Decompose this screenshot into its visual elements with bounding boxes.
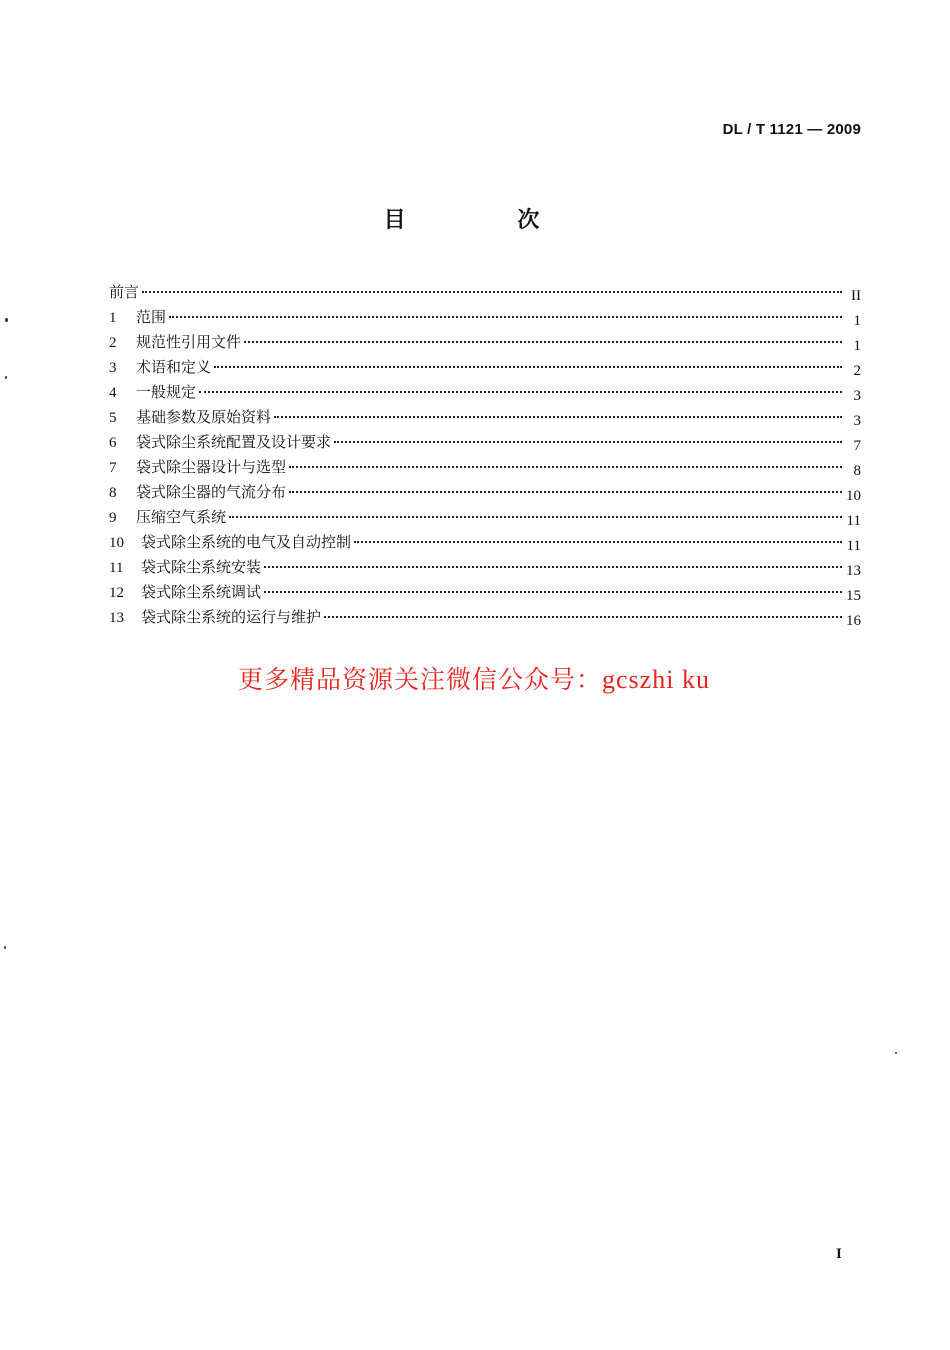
scan-speck — [5, 376, 7, 379]
toc-item-number: 6 — [109, 435, 117, 451]
toc-item-label: 术语和定义 — [136, 358, 212, 376]
toc-item-label: 袋式除尘系统的电气及自动控制 — [141, 533, 352, 551]
leader-dots — [289, 466, 842, 468]
toc-item-1[interactable] — [109, 306, 861, 331]
leader-dots — [324, 616, 842, 618]
toc-item-page: 13 — [846, 563, 861, 579]
toc-item-3[interactable] — [109, 356, 861, 381]
toc-item-number: 3 — [109, 360, 117, 376]
toc-item-4[interactable] — [109, 381, 861, 406]
promo-text: 更多精品资源关注微信公众号： — [238, 665, 603, 694]
toc-item-page: 16 — [846, 613, 861, 629]
toc-item-label: 基础参数及原始资料 — [136, 408, 272, 426]
leader-dots — [229, 516, 842, 518]
toc-item-number: 9 — [109, 510, 117, 526]
toc-item-10[interactable] — [109, 531, 861, 556]
toc-item-13[interactable] — [109, 606, 861, 631]
toc-item-number: 11 — [109, 560, 124, 576]
toc-item-label: 规范性引用文件 — [136, 333, 242, 351]
toc-item-label: 袋式除尘系统调试 — [141, 583, 262, 601]
toc-item-11[interactable] — [109, 556, 861, 581]
leader-dots — [334, 441, 842, 443]
toc-item-page: 10 — [846, 488, 861, 504]
toc-item-number: 7 — [109, 460, 117, 476]
leader-dots — [264, 591, 842, 593]
toc-item-page: 3 — [853, 388, 861, 404]
toc-item-page: II — [851, 288, 861, 304]
toc-item-label: 袋式除尘系统安装 — [141, 558, 262, 576]
promo-account[interactable]: gcszhi ku — [602, 665, 710, 694]
toc-item-number: 4 — [109, 385, 117, 401]
leader-dots — [354, 541, 842, 543]
toc-item-number: 5 — [109, 410, 117, 426]
scan-speck — [4, 946, 6, 949]
toc-item-label: 袋式除尘器设计与选型 — [136, 458, 287, 476]
toc-item-page: 1 — [853, 313, 861, 329]
leader-dots — [214, 366, 842, 368]
promo-banner — [238, 660, 710, 696]
toc-item-12[interactable] — [109, 581, 861, 606]
toc-item-number: 2 — [109, 335, 117, 351]
page-title: 目 次 — [383, 208, 592, 233]
toc-item-label: 袋式除尘系统的运行与维护 — [141, 608, 322, 626]
leader-dots — [199, 391, 842, 393]
toc-item-page: 15 — [846, 588, 861, 604]
toc-item-label: 范围 — [136, 308, 167, 326]
toc-item-page: 2 — [853, 363, 861, 379]
scan-speck — [5, 318, 8, 322]
toc-item-5[interactable] — [109, 406, 861, 431]
scan-speck — [895, 1052, 897, 1054]
toc-item-number: 1 — [109, 310, 117, 326]
leader-dots — [289, 491, 842, 493]
toc-item-number: 8 — [109, 485, 117, 501]
toc-item-page: 1 — [853, 338, 861, 354]
toc-item-foreword[interactable] — [109, 281, 861, 306]
toc-item-6[interactable] — [109, 431, 861, 456]
table-of-contents — [109, 281, 861, 631]
toc-item-number: 10 — [109, 535, 124, 551]
toc-item-number: 12 — [109, 585, 124, 601]
standard-number: DL / T 1121 — 2009 — [722, 121, 861, 138]
leader-dots — [169, 316, 842, 318]
toc-item-label: 袋式除尘器的气流分布 — [136, 483, 287, 501]
toc-item-label: 前言 — [109, 283, 140, 301]
toc-item-2[interactable] — [109, 331, 861, 356]
toc-item-page: 8 — [853, 463, 861, 479]
toc-item-9[interactable] — [109, 506, 861, 531]
toc-item-label: 一般规定 — [136, 383, 197, 401]
page-number: I — [836, 1246, 842, 1262]
toc-item-number: 13 — [109, 610, 124, 626]
toc-item-7[interactable] — [109, 456, 861, 481]
toc-item-label: 袋式除尘系统配置及设计要求 — [136, 433, 332, 451]
leader-dots — [274, 416, 842, 418]
toc-item-8[interactable] — [109, 481, 861, 506]
toc-item-label: 压缩空气系统 — [136, 508, 227, 526]
leader-dots — [142, 291, 842, 293]
toc-item-page: 11 — [846, 513, 861, 529]
toc-item-page: 11 — [846, 538, 861, 554]
toc-item-page: 3 — [853, 413, 861, 429]
leader-dots — [264, 566, 842, 568]
toc-item-page: 7 — [853, 438, 861, 454]
leader-dots — [244, 341, 842, 343]
